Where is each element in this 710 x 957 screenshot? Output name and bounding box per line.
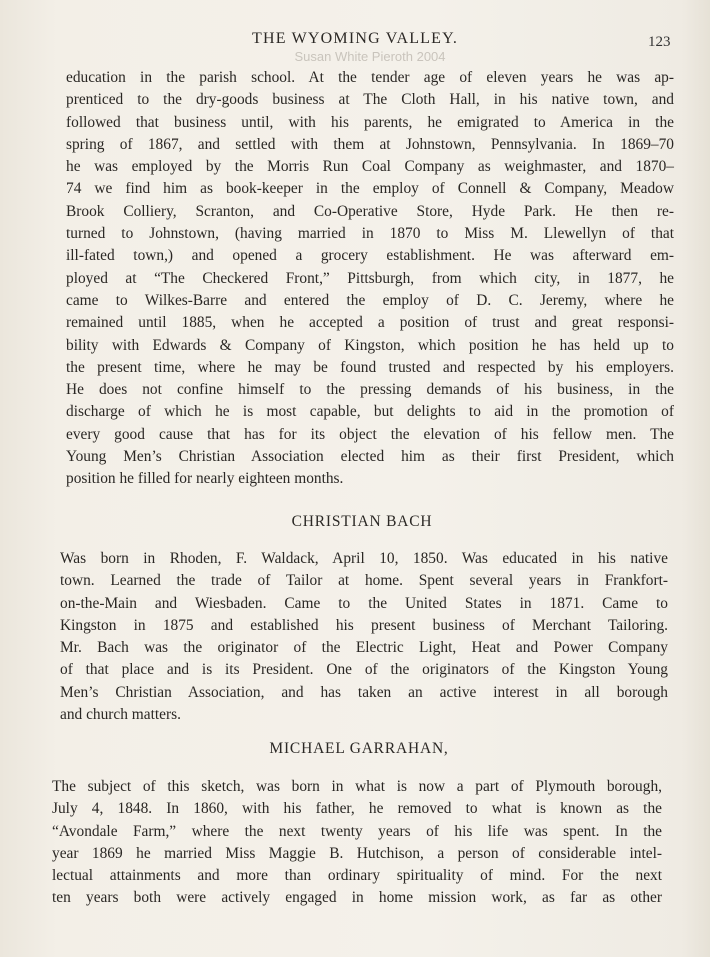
text-line: ten years both were actively engaged in home mission work, as far as other: [52, 889, 662, 907]
text-line: Men’s Christian Association, and has taken an active interest in all borough: [60, 683, 668, 701]
text-line: Mr. Bach was the originator of the Electric Light, Heat and Power Company: [60, 639, 668, 657]
text-line: Young Men’s Christian Association elected him as their first President, which: [66, 448, 674, 466]
text-line: 74 we find him as book-keeper in the employ of Connell & Company, Meadow: [66, 180, 674, 198]
text-line: Brook Colliery, Scranton, and Co-Operative Store, Hyde Park. He then re-: [66, 202, 674, 220]
watermark: Susan White Pieroth 2004: [294, 49, 446, 64]
text-line: he was employed by the Morris Run Coal Company as weighmaster, and 1870–: [66, 158, 674, 176]
christian-bach-paragraph: [60, 548, 668, 726]
text-line: year 1869 he married Miss Maggie B. Hutchison, a person of considerable intel-: [52, 844, 662, 862]
text-line: Was born in Rhoden, F. Waldack, April 10, 1850. Was educated in his native: [60, 550, 668, 567]
text-line: on-the-Main and Wiesbaden. Came to the United States in 1871. Came to: [60, 594, 668, 612]
text-line: “Avondale Farm,” where the next twenty years of his life was spent. In the: [52, 822, 662, 840]
text-line: and church matters.: [60, 706, 181, 724]
text-line: bility with Edwards & Company of Kingston, which position he has held up to: [66, 336, 674, 354]
michael-garrahan-paragraph: [52, 776, 662, 910]
text-line: education in the parish school. At the tender age of eleven years he was ap-: [66, 69, 674, 86]
text-line: followed that business until, with his parents, he emigrated to America in the: [66, 113, 674, 131]
text-line: prenticed to the dry-goods business at The Cloth Hall, in his native town, and: [66, 91, 674, 109]
page-number: 123: [648, 34, 671, 50]
text-line: The subject of this sketch, was born in what is now a part of Plymouth borough,: [52, 778, 662, 795]
text-line: lectual attainments and more than ordinary spirituality of mind. For the next: [52, 867, 662, 885]
section-heading-michael-garrahan: MICHAEL GARRAHAN,: [269, 740, 449, 757]
text-line: He does not confine himself to the pressing demands of his business, in the: [66, 381, 674, 399]
text-line: spring of 1867, and settled with them at Johnstown, Pennsylvania. In 1869–70: [66, 135, 674, 153]
text-line: remained until 1885, when he accepted a position of trust and great responsi-: [66, 314, 674, 332]
text-line: Kingston in 1875 and established his present business of Merchant Tailoring.: [60, 616, 668, 634]
text-line: came to Wilkes-Barre and entered the employ of D. C. Jeremy, where he: [66, 291, 674, 309]
text-line: turned to Johnstown, (having married in 1870 to Miss M. Llewellyn of that: [66, 225, 674, 243]
text-line: ill-fated town,) and opened a grocery establishment. He was afterward em-: [66, 247, 674, 265]
text-line: town. Learned the trade of Tailor at home. Spent several years in Frankfort-: [60, 572, 668, 590]
running-title: THE WYOMING VALLEY.: [251, 30, 459, 47]
continued-biography-paragraph: [66, 67, 674, 491]
text-line: July 4, 1848. In 1860, with his father, he removed to what is known as the: [52, 800, 662, 818]
text-line: of that place and is its President. One of the originators of the Kingston Young: [60, 661, 668, 679]
text-line: position he filled for nearly eighteen months.: [66, 470, 344, 488]
text-line: every good cause that has for its object the elevation of his fellow men. The: [66, 425, 674, 443]
section-heading-christian-bach: CHRISTIAN BACH: [291, 513, 433, 530]
text-line: the present time, where he may be found trusted and respected by his employers.: [66, 358, 674, 376]
text-line: discharge of which he is most capable, but delights to aid in the promotion of: [66, 403, 674, 421]
text-line: ployed at “The Checkered Front,” Pittsburgh, from which city, in 1877, he: [66, 269, 674, 287]
